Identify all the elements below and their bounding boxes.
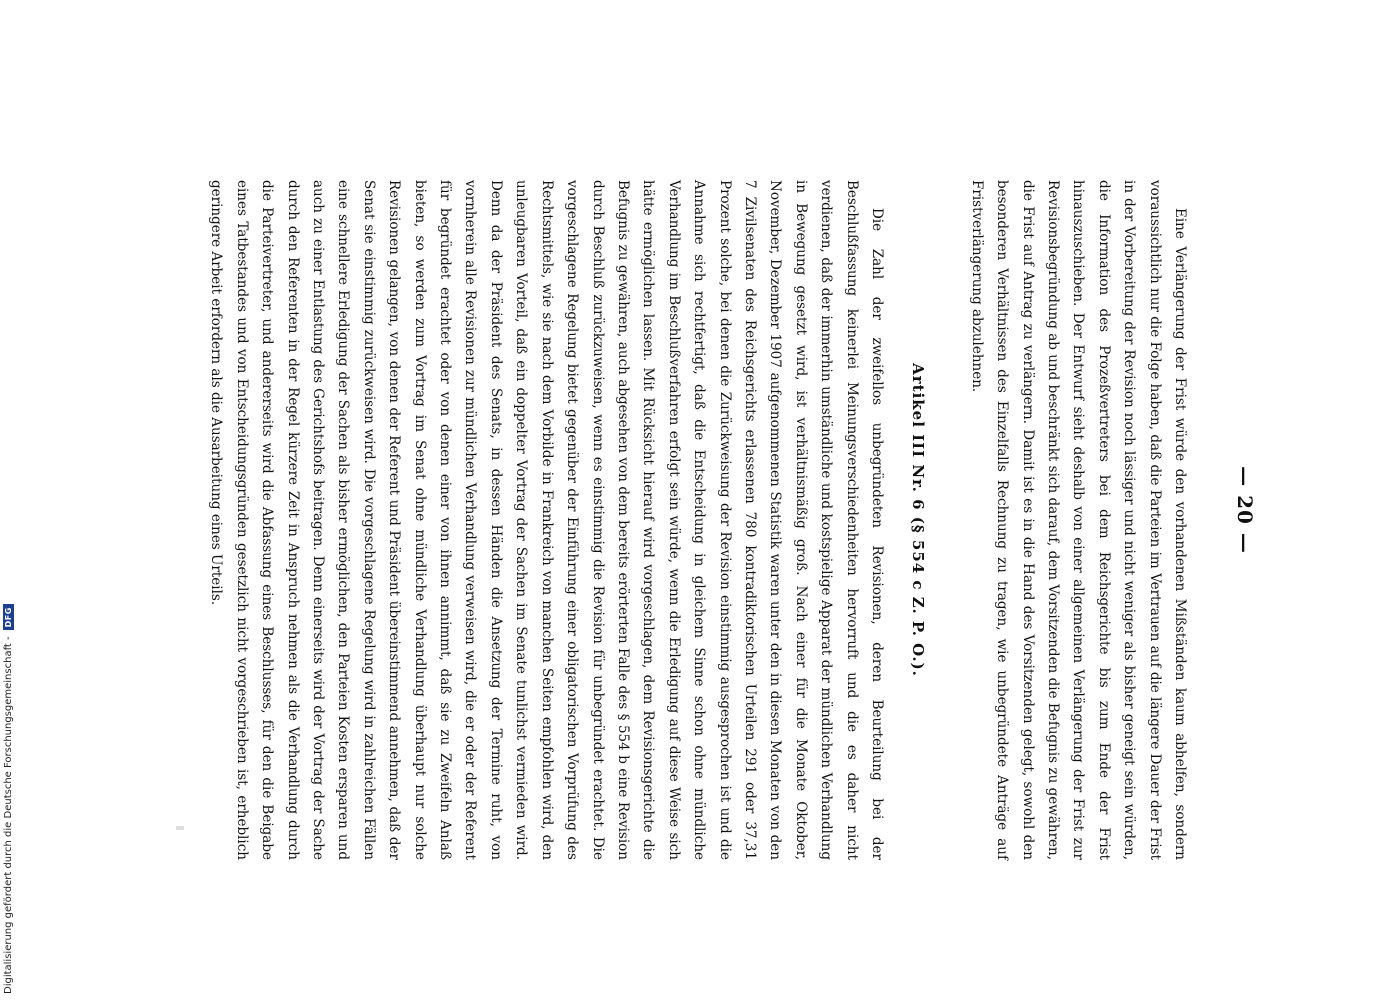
paragraph-unbegruendete-revisionen (203, 180, 889, 860)
paragraph-fristverlaengerung (963, 180, 1192, 860)
page-number: — 20 — (1233, 466, 1257, 554)
dfg-logo: DFG (3, 604, 14, 630)
digitization-credit (0, 0, 16, 1000)
credit-text: Digitalisierung gefördert durch die Deutsche Forschungsgemeinschaft - (2, 636, 14, 994)
paragraph-text: Die Zahl der zweifellos unbegründeten Revisionen, deren Beurteilung bei der Beschlußfassung keinerlei Meinungsverschiedenheiten hervorruft und die es daher nicht verdienen, daß der immerhin umständliche und kostspielige Apparat der mündlichen Verhandlung in Bewegung gesetzt wird, ist verhältnismäßig groß. Nach einer für die Monate Oktober, November, Dezember 1907 aufgenommenen Statistik waren unter den in diesen Monaten von den 7 Zivilsenaten des Reichsgerichts erlassenen 780 kontradiktorischen Urteilen 291 oder 37,31 Prozent solche, bei denen die Zurückweisung der Revision einstimmig ausgesprochen ist und die Annahme sich rechtfertigt, daß die Entscheidung in gleichem Sinne schon ohne mündliche Verhandlung im Beschlußverfahren erfolgt sein würde, wenn die Erledigung auf diese Weise sich hätte ermöglichen lassen. Mit Rücksicht hierauf wird vorgeschlagen, dem Revisionsgerichte die Befugnis zu gewähren, auch abgesehen von dem bereits erörterten Falle des § 554 b eine Revision durch Beschluß zurückzuweisen, wenn es einstimmig die Revision für unbegründet erachtet. Die vorgeschlagene Regelung bietet gegenüber der Einführung einer obligatorischen Vorprüfung des Rechtsmittels, wie sie nach dem Vorbilde in Frankreich von manchen Seiten empfohlen wird, den unleugbaren Vorteil, daß ein doppelter Vortrag der Sachen im Senate tunlichst vermieden wird. Denn da der Präsident des Senats, in dessen Händen die Ansetzung der Termine ruht, von vornherein alle Revisionen zur mündlichen Verhandlung verweisen wird, die er oder der Referent für begründet erachtet oder von denen einer von ihnen annimmt, daß sie zu Zweifeln Anlaß bieten, so werden zum Vortrag im Senat ohne mündliche Verhandlung überhaupt nur solche Revisionen gelangen, von denen der Referent und Präsident übereinstimmend annehmen, daß der Senat sie einstimmig zurückweisen wird. Die vorgeschlagene Regelung wird in zahlreichen Fällen eine schnellere Erledigung der Sachen als bisher ermöglichen, den Parteien Kosten ersparen und auch zu einer Entlastung des Gerichtshofs beitragen. Denn einerseits wird der Vortrag der Sache durch den Referenten in der Regel kürzere Zeit in Anspruch nehmen als die Verhandlung durch die Parteivertreter, und andererseits wird die Abfassung eines Beschlusses, für den die Beigabe eines Tatbestandes und von Entscheidungsgründen gesetzlich nicht vorgeschrieben ist, erheblich geringere Arbeit erfordern als die Ausarbeitung eines Urteils. (208, 180, 885, 860)
section-heading: Artikel III Nr. 6 (§ 554 c Z. P. O.). (909, 363, 927, 677)
paragraph-text: Eine Verlängerung der Frist würde den vorhandenen Mißständen kaum abhelfen, sondern voraussichtlich nur die Folge haben, daß die Parteien im Vertrauen auf die längere Dauer der Frist in der Vorbereitung der Revision noch lässiger und nicht weniger als bisher geneigt sein würden, die Information des Prozeßvertreters bei dem Reichsgerichte bis zum Ende der Frist hinauszuschieben. Der Entwurf sieht deshalb von einer allgemeinen Verlängerung der Frist zur Revisionsbegründung ab und beschränkt sich darauf, dem Vorsitzenden die Befugnis zu gewähren, die Frist auf Antrag zu verlängern. Damit ist es in die Hand des Vorsitzenden gelegt, sowohl den besonderen Verhältnissen des Einzelfalls Rechnung zu tragen, wie unbegründete Anträge auf Fristverlängerung abzulehnen. (968, 180, 1188, 860)
rotated-page (157, 160, 1257, 860)
scan-artifact (176, 826, 184, 830)
